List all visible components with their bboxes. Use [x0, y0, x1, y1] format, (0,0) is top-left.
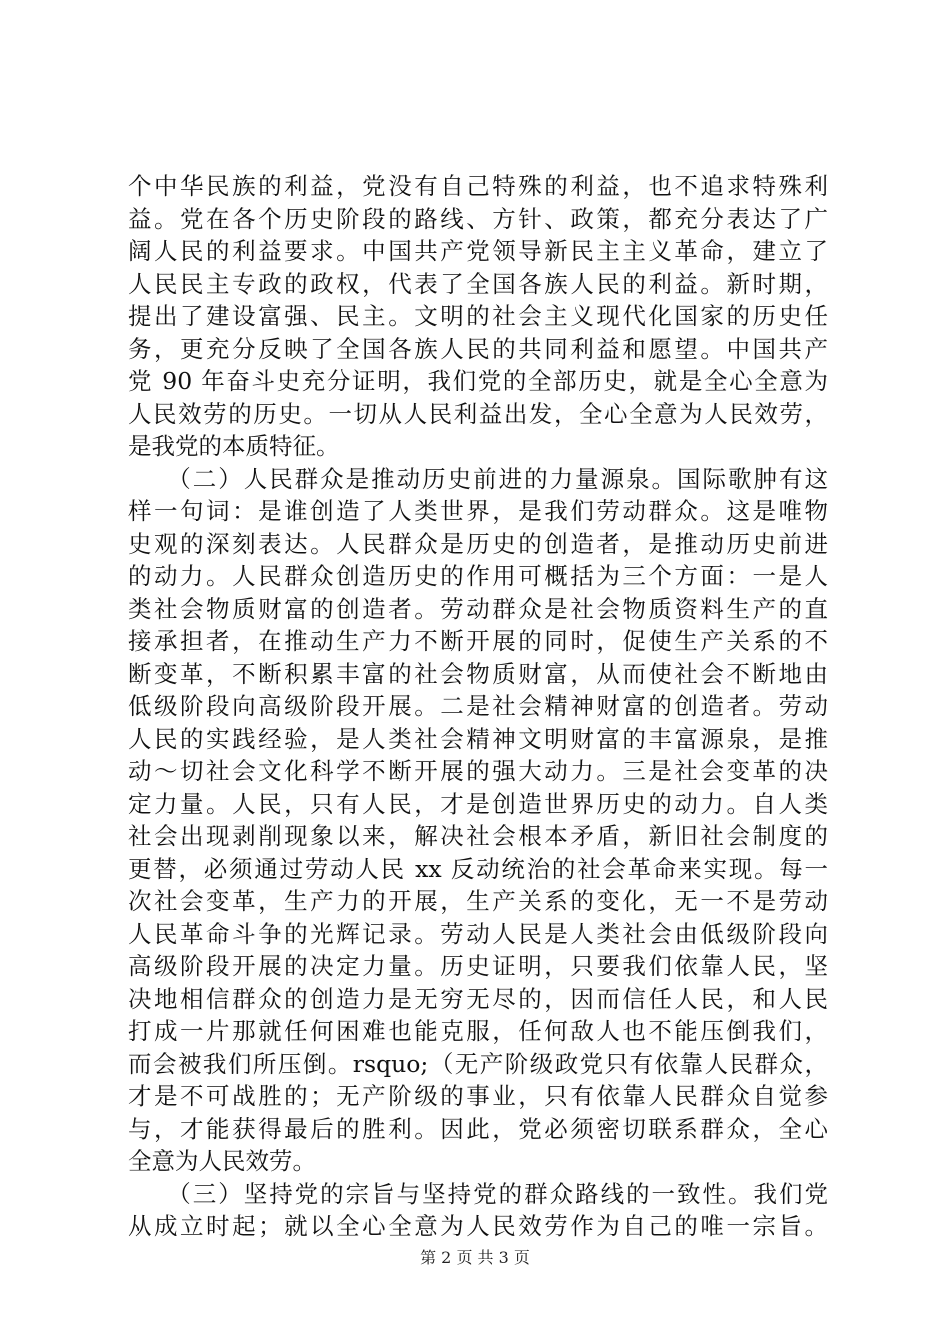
text-line-24: 人民革命斗争的光辉记录。劳动人民是人类社会由低级阶段向	[128, 919, 828, 948]
text-line-1: 个中华民族的利益，党没有自己特殊的利益，也不追求特殊利	[128, 172, 828, 200]
text-line-19: 动～切社会文化科学不断开展的强大动力。三是社会变革的决	[128, 757, 828, 785]
text-line-4: 人民民主专政的政权，代表了全国各族人民的利益。新时期，	[128, 269, 828, 298]
text-line-18: 人民的实践经验，是人类社会精神文明财富的丰富源泉，是推	[128, 724, 828, 753]
text-line-30: 与，才能获得最后的胜利。因此，党必须密切联系群众，全心	[128, 1114, 828, 1143]
text-line-26: 决地相信群众的创造力是无穷无尽的，因而信任人民，和人民	[128, 984, 828, 1013]
text-line-29: 才是不可战胜的；无产阶级的事业，只有依靠人民群众自觉参	[128, 1082, 828, 1110]
text-line-23: 次社会变革，生产力的开展，生产关系的变化，无一不是劳动	[128, 887, 828, 915]
text-line-28: 而会被我们所压倒。rsquo;（无产阶级政党只有依靠人民群众，	[128, 1049, 828, 1078]
text-line-14: 类社会物质财富的创造者。劳动群众是社会物质资料生产的直	[128, 594, 828, 623]
text-line-3: 阔人民的利益要求。中国共产党领导新民主主义革命，建立了	[128, 237, 828, 265]
text-line-16: 断变革，不断积累丰富的社会物质财富，从而使社会不断地由	[128, 659, 828, 688]
text-line-7: 党 90 年奋斗史充分证明，我们党的全部历史，就是全心全意为	[128, 367, 828, 395]
text-line-9: 是我党的本质特征。	[128, 432, 340, 460]
text-line-22: 更替，必须通过劳动人民 xx 反动统治的社会革命来实现。每一	[128, 854, 828, 883]
text-line-2: 益。党在各个历史阶段的路线、方针、政策，都充分表达了广	[128, 204, 828, 233]
text-line-11: 样一句词：是谁创造了人类世界，是我们劳动群众。这是唯物	[128, 497, 828, 525]
text-line-32: （三）坚持党的宗旨与坚持党的群众路线的一致性。我们党	[128, 1179, 828, 1208]
text-line-25: 高级阶段开展的决定力量。历史证明，只要我们依靠人民，坚	[128, 952, 828, 980]
text-line-27: 打成一片那就任何困难也能克服，任何敌人也不能压倒我们，	[128, 1017, 828, 1045]
text-line-15: 接承担者，在推动生产力不断开展的同时，促使生产关系的不	[128, 627, 828, 655]
text-line-6: 务，更充分反映了全国各族人民的共同利益和愿望。中国共产	[128, 334, 828, 363]
text-line-33: 从成立时起；就以全心全意为人民效劳作为自己的唯一宗旨。	[128, 1212, 828, 1240]
text-line-10: （二）人民群众是推动历史前进的力量源泉。国际歌肿有这	[128, 464, 828, 493]
text-line-5: 提出了建设富强、民主。文明的社会主义现代化国家的历史任	[128, 302, 828, 330]
text-line-12: 史观的深刻表达。人民群众是历史的创造者，是推动历史前进	[128, 529, 828, 558]
text-line-8: 人民效劳的历史。一切从人民利益出发，全心全意为人民效劳，	[128, 399, 828, 428]
text-line-20: 定力量。人民，只有人民，才是创造世界历史的动力。自人类	[128, 789, 828, 818]
text-line-21: 社会出现剥削现象以来，解决社会根本矛盾，新旧社会制度的	[128, 822, 828, 850]
text-line-31: 全意为人民效劳。	[128, 1147, 316, 1175]
text-line-17: 低级阶段向高级阶段开展。二是社会精神财富的创造者。劳动	[128, 692, 828, 720]
text-line-13: 的动力。人民群众创造历史的作用可概括为三个方面：一是人	[128, 562, 828, 590]
body-text	[128, 170, 828, 1243]
page-footer: 第 2 页 共 3 页	[420, 1248, 530, 1267]
